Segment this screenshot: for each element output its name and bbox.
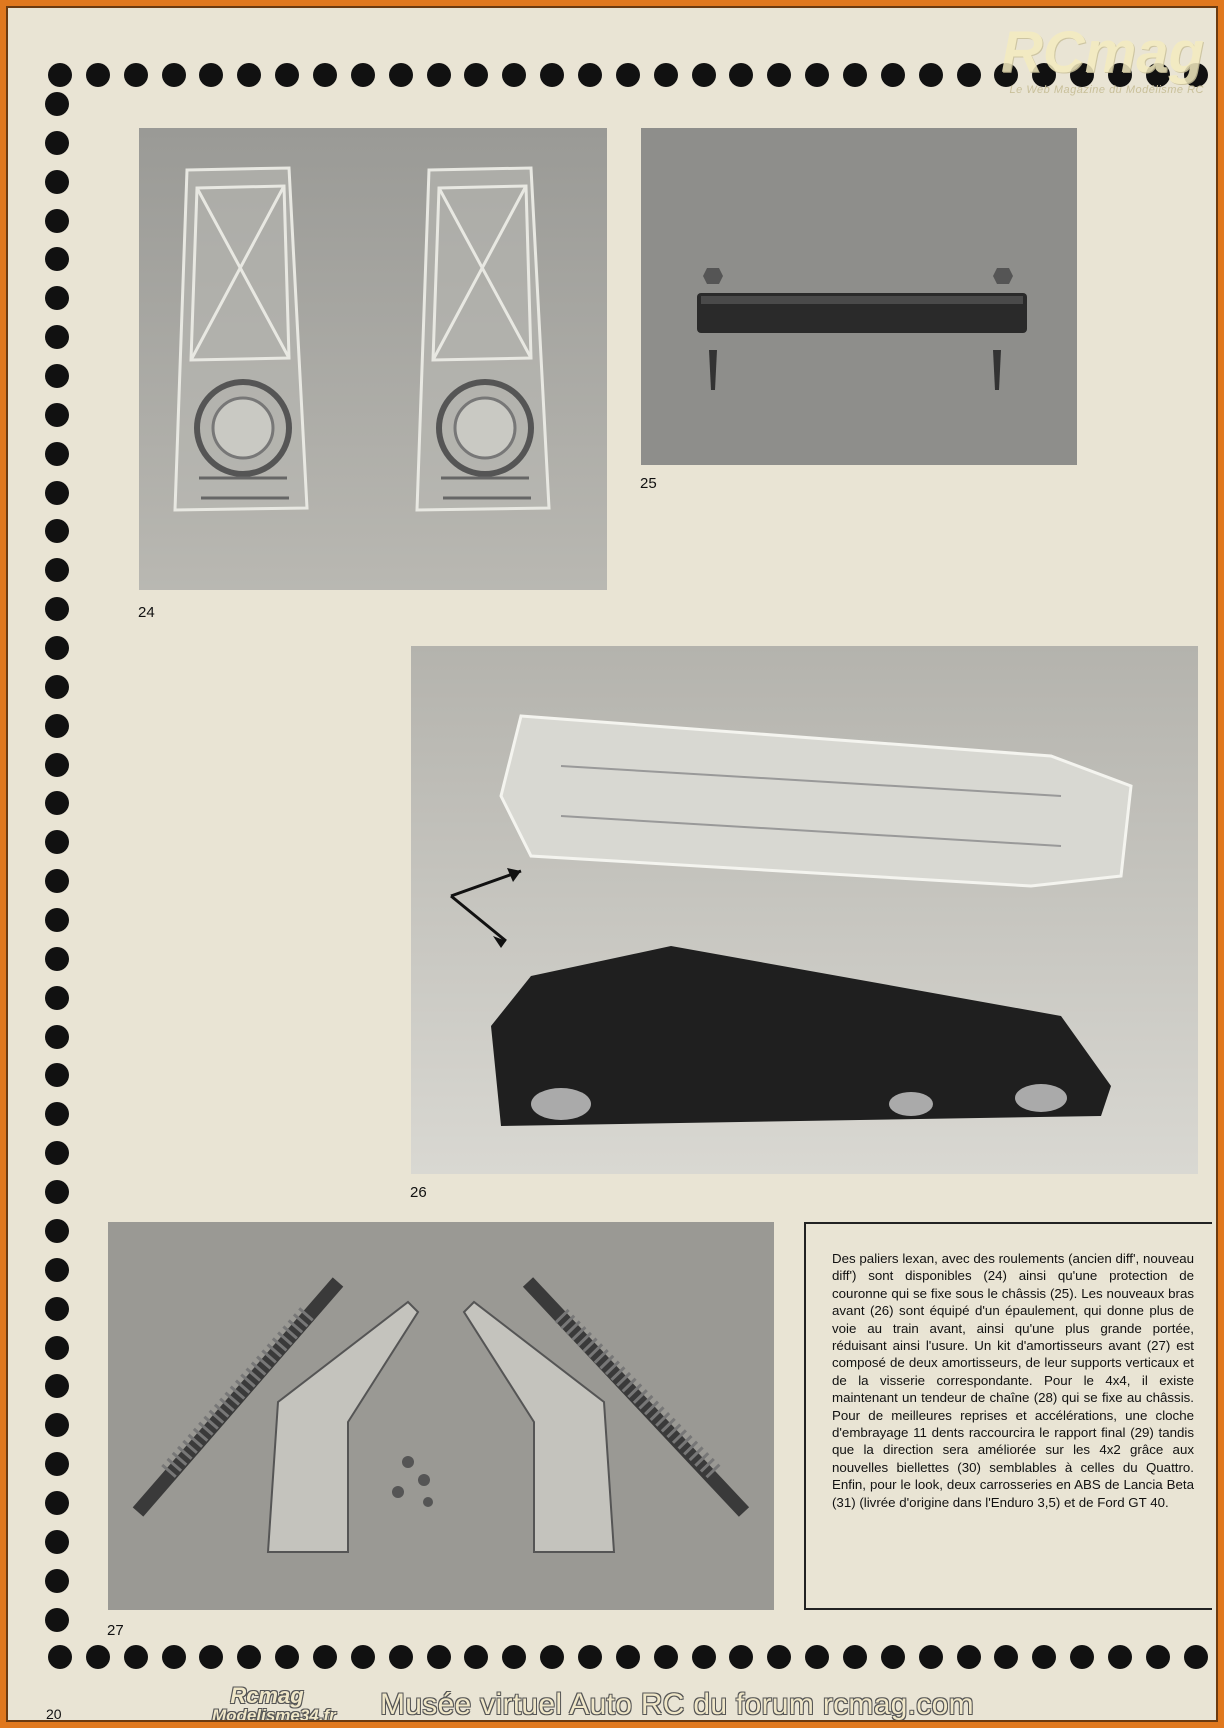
border-dot (45, 1491, 69, 1515)
border-dot (427, 63, 451, 87)
border-dot (616, 1645, 640, 1669)
border-dot (994, 1645, 1018, 1669)
border-dot (86, 63, 110, 87)
border-dot (45, 247, 69, 271)
border-dot (45, 986, 69, 1010)
border-dot (45, 1413, 69, 1437)
border-dot (199, 1645, 223, 1669)
border-dot (351, 1645, 375, 1669)
border-dot (237, 63, 261, 87)
border-dot (805, 1645, 829, 1669)
border-dot (45, 442, 69, 466)
border-dot (86, 1645, 110, 1669)
border-dot (45, 209, 69, 233)
border-dot (843, 1645, 867, 1669)
border-dot (578, 1645, 602, 1669)
logo-tagline: Le Web Magazine du Modélisme RC (1009, 84, 1204, 96)
border-dot (45, 753, 69, 777)
border-dot (843, 63, 867, 87)
photo-26-front-arms (411, 646, 1198, 1174)
border-dot (275, 1645, 299, 1669)
border-dot (45, 1219, 69, 1243)
border-dot (162, 1645, 186, 1669)
border-dot (45, 1530, 69, 1554)
caption-27: 27 (107, 1622, 124, 1639)
dotted-border-left (44, 92, 70, 1632)
border-dot (654, 63, 678, 87)
border-dot (45, 1336, 69, 1360)
border-dot (45, 869, 69, 893)
border-dot (275, 63, 299, 87)
caption-25: 25 (640, 475, 657, 492)
border-dot (919, 1645, 943, 1669)
border-dot (45, 791, 69, 815)
border-dot (45, 403, 69, 427)
photo-27-shock-kit (108, 1222, 774, 1610)
border-dot (692, 1645, 716, 1669)
border-dot (502, 63, 526, 87)
border-dot (45, 1452, 69, 1476)
border-dot (1032, 1645, 1056, 1669)
border-dot (1070, 1645, 1094, 1669)
border-dot (45, 1063, 69, 1087)
border-dot (45, 1025, 69, 1049)
border-dot (1184, 1645, 1208, 1669)
footer-logo-line2: Modelisme34.fr (212, 1706, 336, 1725)
article-body: Des paliers lexan, avec des roulements (ancien diff', nouveau diff') sont disponibles (24) ainsi qu'une protection de couronne qui se fixe sous le châssis (25). Les nouveaux bras avant (26) sont équipé d'un épaulement, qui donne plus de voie au train avant, ainsi qu'une plus grande portée, réduisant ainsi l'usure. Un kit d'amortisseurs avant (27) est composé de deux amortisseurs, de leur supports verticaux et de la visserie correspondante. Pour le 4x4, il existe maintenant un tendeur de chaîne (28) qui se fixe au châssis. Pour de meilleures reprises et accélérations, une cloche d'embrayage 11 dents raccourcira le rapport final (29) tandis que la direction sera améliorée sur les 4x2 grâce aux nouvelles biellettes (30) semblables à celles du Quattro. Enfin, pour le look, deux carrosseries en ABS de Lancia Beta (31) (livrée d'origine dans l'Enduro 3,5) et de Ford GT 40. (832, 1251, 1194, 1510)
border-dot (464, 1645, 488, 1669)
border-dot (351, 63, 375, 87)
border-dot (464, 63, 488, 87)
border-dot (616, 63, 640, 87)
article-text-box (804, 1222, 1212, 1610)
border-dot (199, 63, 223, 87)
border-dot (45, 714, 69, 738)
border-dot (313, 63, 337, 87)
border-dot (45, 170, 69, 194)
border-dot (45, 1141, 69, 1165)
border-dot (45, 364, 69, 388)
photo-25-crown-protector (641, 128, 1077, 465)
border-dot (45, 325, 69, 349)
border-dot (1108, 1645, 1132, 1669)
caption-24: 24 (138, 604, 155, 621)
border-dot (45, 1569, 69, 1593)
rcmag-logo (914, 22, 1204, 102)
footer-logo-line1: Rcmag (230, 1683, 304, 1708)
border-dot (540, 63, 564, 87)
border-dot (45, 1102, 69, 1126)
border-dot (45, 1258, 69, 1282)
border-dot (427, 1645, 451, 1669)
border-dot (881, 63, 905, 87)
border-dot (124, 63, 148, 87)
border-dot (237, 1645, 261, 1669)
border-dot (578, 63, 602, 87)
border-dot (729, 63, 753, 87)
footer-text: Musée virtuel Auto RC du forum rcmag.com (380, 1688, 974, 1721)
border-dot (313, 1645, 337, 1669)
border-dot (1146, 1645, 1170, 1669)
border-dot (45, 675, 69, 699)
border-dot (45, 1608, 69, 1632)
border-dot (45, 92, 69, 116)
border-dot (957, 1645, 981, 1669)
border-dot (45, 830, 69, 854)
dotted-border-bottom (48, 1644, 1208, 1670)
photo-24-lexan-bearings (139, 128, 607, 590)
border-dot (389, 63, 413, 87)
border-dot (692, 63, 716, 87)
border-dot (45, 597, 69, 621)
border-dot (45, 286, 69, 310)
border-dot (45, 519, 69, 543)
border-dot (45, 636, 69, 660)
border-dot (654, 1645, 678, 1669)
footer-logo (212, 1683, 336, 1726)
logo-brand: RCmag (1000, 20, 1204, 85)
border-dot (502, 1645, 526, 1669)
border-dot (805, 63, 829, 87)
border-dot (45, 1374, 69, 1398)
border-dot (767, 63, 791, 87)
page-number: 20 (46, 1706, 62, 1722)
border-dot (45, 1297, 69, 1321)
border-dot (881, 1645, 905, 1669)
border-dot (48, 63, 72, 87)
border-dot (45, 481, 69, 505)
border-dot (45, 558, 69, 582)
border-dot (124, 1645, 148, 1669)
border-dot (767, 1645, 791, 1669)
border-dot (48, 1645, 72, 1669)
border-dot (389, 1645, 413, 1669)
border-dot (45, 908, 69, 932)
border-dot (45, 947, 69, 971)
border-dot (729, 1645, 753, 1669)
border-dot (45, 131, 69, 155)
caption-26: 26 (410, 1184, 427, 1201)
border-dot (162, 63, 186, 87)
border-dot (45, 1180, 69, 1204)
border-dot (540, 1645, 564, 1669)
